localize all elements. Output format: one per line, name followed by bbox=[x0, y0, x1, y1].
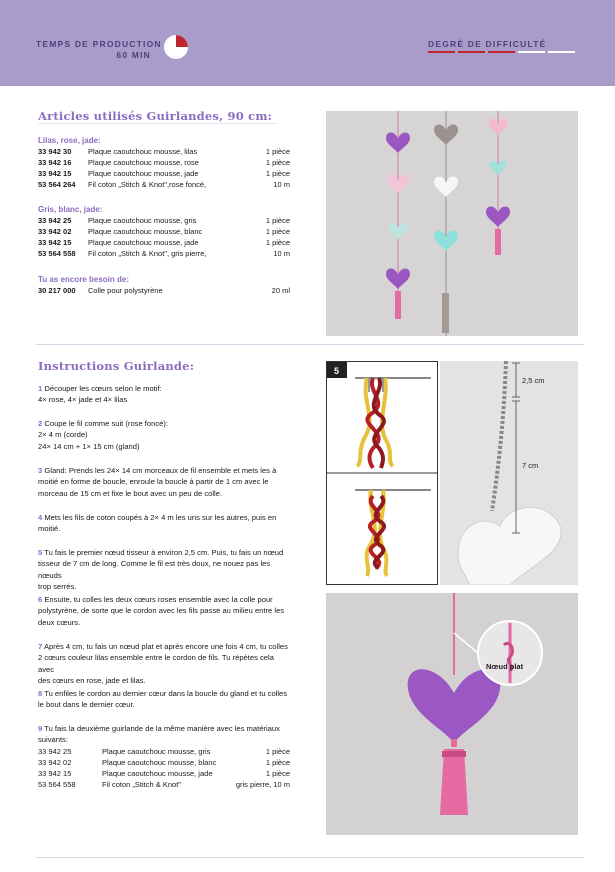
measure-short-label: 2,5 cm bbox=[522, 376, 545, 385]
step-badge: 5 bbox=[334, 366, 340, 376]
measure-photo bbox=[440, 361, 578, 585]
material-row: 33 942 25 Plaque caoutchouc mousse, gris 1 pièce bbox=[38, 216, 290, 225]
material-row: 33 942 16 Plaque caoutchouc mousse, rose 1 pièce bbox=[38, 158, 290, 167]
extra-material-row: 33 942 25 Plaque caoutchouc mousse, gris 1 pièce bbox=[38, 747, 290, 756]
difficulty-segment bbox=[428, 51, 455, 53]
production-time-value: 60 MIN bbox=[116, 50, 151, 60]
tassel-photo bbox=[326, 593, 578, 835]
section-divider bbox=[36, 344, 584, 345]
instructions-title: Instructions Guirlande: bbox=[38, 359, 195, 373]
difficulty-segment bbox=[518, 51, 545, 53]
footer-divider bbox=[36, 857, 584, 858]
knot-diagram bbox=[326, 361, 438, 585]
group-heading: Gris, blanc, jade: bbox=[38, 205, 103, 214]
production-time-label: TEMPS DE PRODUCTION bbox=[36, 39, 162, 49]
difficulty-label: DEGRÉ DE DIFFICULTÉ bbox=[428, 39, 547, 49]
step-1: 1 Découper les cœurs selon le motif: 4× rose, 4× jade et 4× lilas bbox=[38, 384, 162, 405]
step-3: 3 Gland: Prends les 24× 14 cm morceaux de fil ensemble et mets les à moitié en forme de boucle, enroule la boucle à partir de 1 cm avec le morceau de 15 cm et fixe le bout avec un peu de colle. bbox=[38, 466, 277, 498]
step-9: 9 Tu fais la deuxième guirlande de la même manière avec les matériaux suivants: bbox=[38, 724, 280, 745]
difficulty-segment bbox=[488, 51, 515, 53]
step-7: 7 Après 4 cm, tu fais un nœud plat et après encore une fois 4 cm, tu colles 2 cœurs couleur lilas ensemble entre le cordon de fils. Tu répètes cela avec des cœurs en rose, jade et lilas. bbox=[38, 642, 288, 686]
extra-material-row: 33 942 02 Plaque caoutchouc mousse, blanc 1 pièce bbox=[38, 758, 290, 767]
group-heading: Tu as encore besoin de: bbox=[38, 275, 129, 284]
material-row: 33 942 15 Plaque caoutchouc mousse, jade 1 pièce bbox=[38, 238, 290, 247]
material-row: 30 217 000 Colle pour polystyrène 20 ml bbox=[38, 286, 290, 295]
material-row: 53 564 558 Fil coton „Stitch & Knot", gris pierre, 10 m bbox=[38, 249, 290, 258]
timer-icon bbox=[164, 35, 188, 59]
materials-title: Articles utilisés Guirlandes, 90 cm: bbox=[38, 109, 273, 123]
title-underline bbox=[38, 123, 278, 124]
material-row: 33 942 02 Plaque caoutchouc mousse, blanc 1 pièce bbox=[38, 227, 290, 236]
header-band bbox=[0, 0, 615, 86]
step-6: 6 Ensuite, tu colles les deux cœurs roses ensemble avec la colle pour polystyrène, de sorte que le cordon avec les fils passe au milieu entre les deux cœurs. bbox=[38, 595, 285, 627]
knot-callout-label: Nœud plat bbox=[486, 662, 524, 671]
material-row: 53 564 264 Fil coton „Stitch & Knot",rose foncé, 10 m bbox=[38, 180, 290, 189]
step-4: 4 Mets les fils de coton coupés à 2× 4 m les uns sur les autres, puis en moitié. bbox=[38, 513, 277, 534]
difficulty-segment bbox=[548, 51, 575, 53]
garland-photo bbox=[326, 111, 578, 336]
measure-long-label: 7 cm bbox=[522, 461, 539, 470]
difficulty-segment bbox=[458, 51, 485, 53]
group-heading: Lilas, rose, jade: bbox=[38, 136, 101, 145]
material-row: 33 942 15 Plaque caoutchouc mousse, jade 1 pièce bbox=[38, 169, 290, 178]
material-row: 33 942 30 Plaque caoutchouc mousse, lilas 1 pièce bbox=[38, 147, 290, 156]
step-8: 8 Tu enfiles le cordon au dernier cœur dans la boucle du gland et tu colles le bout dans le dernier cœur. bbox=[38, 689, 288, 710]
extra-material-row: 33 942 15 Plaque caoutchouc mousse, jade 1 pièce bbox=[38, 769, 290, 778]
step-2: 2 Coupe le fil comme suit (rose foncé): 2× 4 m (corde) 24× 14 cm + 1× 15 cm (gland) bbox=[38, 419, 169, 451]
extra-material-row: 53 564 558 Fil coton „Stitch & Knot" gris pierre, 10 m bbox=[38, 780, 290, 789]
step-5: 5 Tu fais le premier nœud tisseur à environ 2,5 cm. Puis, tu fais un nœud tisseur de 7 cm de long. Comme le fil est très doux, ne nouez pas les nœuds trop serrés. bbox=[38, 548, 284, 592]
